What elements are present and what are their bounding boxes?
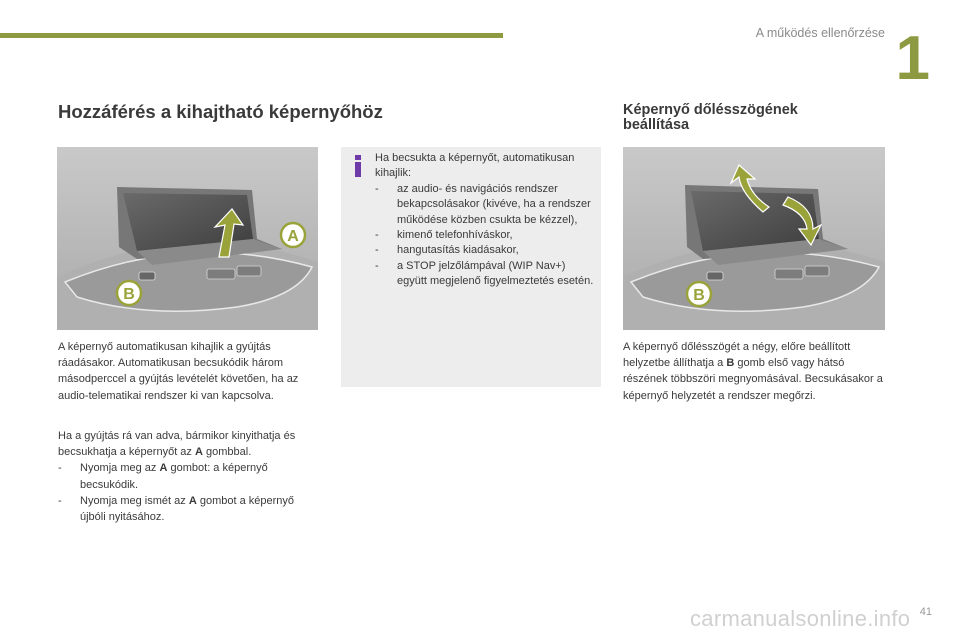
- info-icon: [353, 155, 363, 177]
- header-accent-bar: [0, 33, 503, 38]
- page-title: Hozzáférés a kihajtható képernyőhöz: [58, 101, 383, 122]
- screen-tilt-photo: [623, 147, 885, 330]
- manual-open-intro: Ha a gyújtás rá van adva, bármikor kinyithatja és becsukhatja a képernyőt az A gombbal.: [58, 430, 296, 459]
- list-item: - Nyomja meg az A gombot: a képernyő becsukódik.: [58, 462, 268, 491]
- tilt-paragraph: A képernyő dőlésszögét a négy, előre beállított helyzetbe állíthatja a B gomb első vagy hátsó részének többszöri megnyomásával. Becsukásakor a képernyő helyzetét a rendszer megőrzi.: [623, 341, 883, 402]
- label-b: B: [123, 286, 135, 303]
- manual-open-section: [58, 428, 320, 525]
- watermark: carmanualsonline.info: [690, 606, 911, 631]
- list-item: - Nyomja meg ismét az A gombot a képernyő újbóli nyitásához.: [58, 494, 295, 524]
- list-item: - a STOP jelzőlámpával (WIP Nav+) együtt megjelenő figyelmeztetés esetén.: [375, 259, 594, 288]
- list-item: - az audio- és navigációs rendszer bekapcsolásakor (kivéve, ha a rendszer működése közben csukta be kézzel),: [375, 182, 591, 226]
- auto-open-paragraph: A képernyő automatikusan kihajlik a gyújtás ráadásakor. Automatikusan becsukódik három másodperccel a gyújtás levételét követően, ha az audio-telematikai rendszer ki van kapcsolva.: [58, 341, 299, 402]
- list-item: - hangutasítás kiadásakor,: [375, 244, 519, 257]
- list-item: - kimenő telefonhíváskor,: [375, 229, 513, 242]
- info-intro: Ha becsukta a képernyőt, automatikusan kihajlik:: [375, 152, 575, 180]
- page-number: 41: [919, 606, 932, 618]
- section-title: A működés ellenőrzése: [755, 26, 885, 40]
- info-box: [341, 147, 601, 387]
- screen-open-photo: [57, 147, 318, 330]
- label-a: A: [287, 228, 299, 245]
- info-text: [375, 151, 595, 290]
- chapter-number: 1: [895, 24, 930, 93]
- label-b-right: B: [693, 287, 705, 304]
- section-heading-tilt: Képernyő dőlésszögének beállítása: [623, 102, 798, 134]
